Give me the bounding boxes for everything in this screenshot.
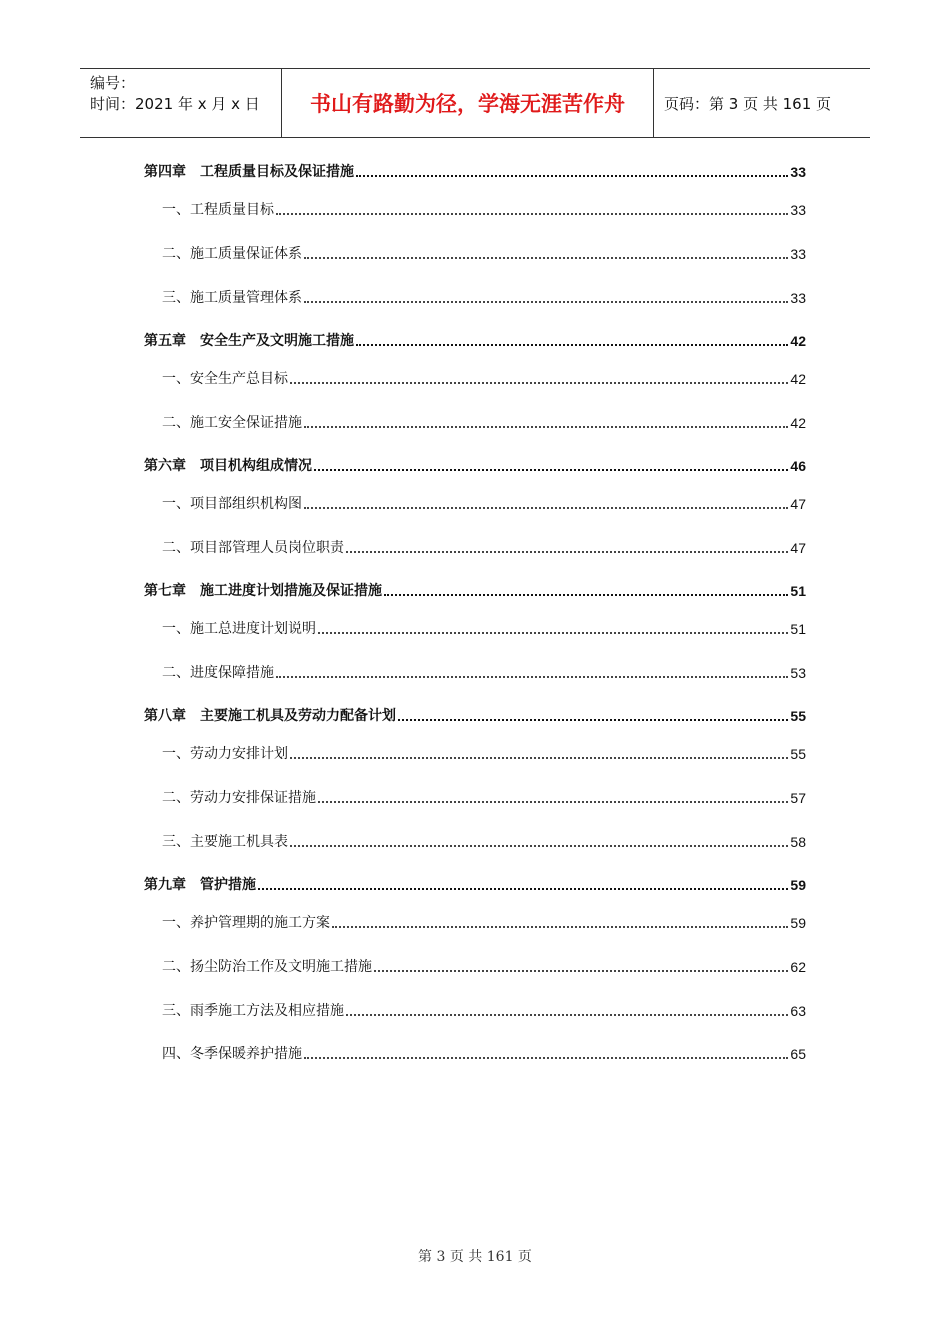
toc-chapter-entry[interactable] — [144, 453, 806, 475]
toc-dot-leader — [356, 175, 788, 177]
toc-entry-title: 第四章 工程质量目标及保证措施 — [144, 164, 354, 180]
toc-dot-leader — [290, 382, 788, 384]
toc-chapter-entry[interactable] — [144, 578, 806, 600]
header-page-info: 页码：第 3 页 共 161 页 — [664, 94, 832, 113]
toc-dot-leader — [258, 888, 788, 890]
toc-dot-leader — [304, 1057, 788, 1059]
time-label: 时间：2021 年 x 月 x 日 — [90, 95, 260, 113]
toc-entry-page-number: 33 — [790, 164, 806, 180]
page-footer: 第 3 页 共 161 页 — [418, 1249, 532, 1265]
toc-entry-page-number: 33 — [790, 290, 806, 306]
toc-entry-title: 第五章 安全生产及文明施工措施 — [144, 333, 354, 349]
toc-entry-title: 一、工程质量目标 — [162, 202, 274, 218]
toc-entry-page-number: 59 — [790, 915, 806, 931]
toc-section-entry[interactable] — [162, 1041, 806, 1063]
toc-dot-leader — [346, 551, 788, 553]
toc-chapter-entry[interactable] — [144, 872, 806, 894]
toc-entry-title: 二、项目部管理人员岗位职责 — [162, 540, 344, 556]
toc-dot-leader — [356, 344, 788, 346]
toc-dot-leader — [384, 594, 788, 596]
toc-entry-page-number: 47 — [790, 540, 806, 556]
toc-chapter-entry[interactable] — [144, 328, 806, 350]
toc-dot-leader — [276, 213, 788, 215]
toc-entry-page-number: 59 — [790, 877, 806, 893]
toc-dot-leader — [332, 926, 788, 928]
toc-entry-page-number: 33 — [790, 246, 806, 262]
toc-entry-title: 二、进度保障措施 — [162, 665, 274, 681]
toc-entry-title: 二、施工质量保证体系 — [162, 246, 302, 262]
toc-entry-page-number: 58 — [790, 834, 806, 850]
toc-entry-title: 一、劳动力安排计划 — [162, 746, 288, 762]
toc-dot-leader — [304, 426, 788, 428]
toc-section-entry[interactable] — [162, 366, 806, 388]
toc-chapter-entry[interactable] — [144, 703, 806, 725]
toc-dot-leader — [398, 719, 788, 721]
toc-entry-title: 第六章 项目机构组成情况 — [144, 458, 312, 474]
toc-section-entry[interactable] — [162, 535, 806, 557]
toc-dot-leader — [314, 469, 788, 471]
toc-section-entry[interactable] — [162, 197, 806, 219]
toc-entry-title: 第七章 施工进度计划措施及保证措施 — [144, 583, 382, 599]
toc-chapter-entry[interactable] — [144, 159, 806, 181]
toc-dot-leader — [374, 970, 788, 972]
toc-dot-leader — [290, 845, 788, 847]
toc-section-entry[interactable] — [162, 491, 806, 513]
toc-section-entry[interactable] — [162, 998, 806, 1020]
toc-entry-title: 三、施工质量管理体系 — [162, 290, 302, 306]
toc-section-entry[interactable] — [162, 741, 806, 763]
toc-section-entry[interactable] — [162, 785, 806, 807]
toc-entry-page-number: 57 — [790, 790, 806, 806]
toc-entry-page-number: 51 — [790, 621, 806, 637]
toc-entry-page-number: 51 — [790, 583, 806, 599]
toc-entry-title: 三、主要施工机具表 — [162, 834, 288, 850]
toc-entry-page-number: 42 — [790, 333, 806, 349]
toc-entry-title: 一、安全生产总目标 — [162, 371, 288, 387]
toc-dot-leader — [304, 507, 788, 509]
toc-entry-title: 四、冬季保暖养护措施 — [162, 1046, 302, 1062]
toc-dot-leader — [304, 301, 788, 303]
toc-entry-page-number: 47 — [790, 496, 806, 512]
toc-entry-page-number: 65 — [790, 1046, 806, 1062]
toc-dot-leader — [318, 632, 788, 634]
header-motto: 书山有路勤为径，学海无涯苦作舟 — [282, 69, 654, 137]
toc-dot-leader — [318, 801, 788, 803]
toc-entry-title: 二、扬尘防治工作及文明施工措施 — [162, 959, 372, 975]
toc-entry-title: 二、施工安全保证措施 — [162, 415, 302, 431]
toc-entry-page-number: 42 — [790, 415, 806, 431]
toc-dot-leader — [304, 257, 788, 259]
toc-dot-leader — [276, 676, 788, 678]
toc-entry-title: 一、养护管理期的施工方案 — [162, 915, 330, 931]
toc-entry-page-number: 55 — [790, 746, 806, 762]
toc-entry-title: 一、施工总进度计划说明 — [162, 621, 316, 637]
toc-entry-title: 一、项目部组织机构图 — [162, 496, 302, 512]
header-meta — [80, 69, 282, 137]
toc-section-entry[interactable] — [162, 241, 806, 263]
toc-entry-title: 二、劳动力安排保证措施 — [162, 790, 316, 806]
toc-entry-page-number: 62 — [790, 959, 806, 975]
toc-entry-page-number: 53 — [790, 665, 806, 681]
toc-entry-page-number: 46 — [790, 458, 806, 474]
toc-section-entry[interactable] — [162, 410, 806, 432]
toc-section-entry[interactable] — [162, 285, 806, 307]
toc-section-entry[interactable] — [162, 954, 806, 976]
number-label: 编号： — [90, 74, 136, 92]
document-header — [80, 68, 870, 138]
toc-entry-page-number: 33 — [790, 202, 806, 218]
toc-entry-page-number: 63 — [790, 1003, 806, 1019]
toc-entry-title: 三、雨季施工方法及相应措施 — [162, 1003, 344, 1019]
toc-entry-page-number: 55 — [790, 708, 806, 724]
toc-dot-leader — [290, 757, 788, 759]
toc-entry-page-number: 42 — [790, 371, 806, 387]
toc-section-entry[interactable] — [162, 910, 806, 932]
toc-entry-title: 第九章 管护措施 — [144, 877, 256, 893]
toc-entry-title: 第八章 主要施工机具及劳动力配备计划 — [144, 708, 396, 724]
toc-dot-leader — [346, 1014, 788, 1016]
toc-section-entry[interactable] — [162, 616, 806, 638]
toc-section-entry[interactable] — [162, 660, 806, 682]
toc-section-entry[interactable] — [162, 829, 806, 851]
